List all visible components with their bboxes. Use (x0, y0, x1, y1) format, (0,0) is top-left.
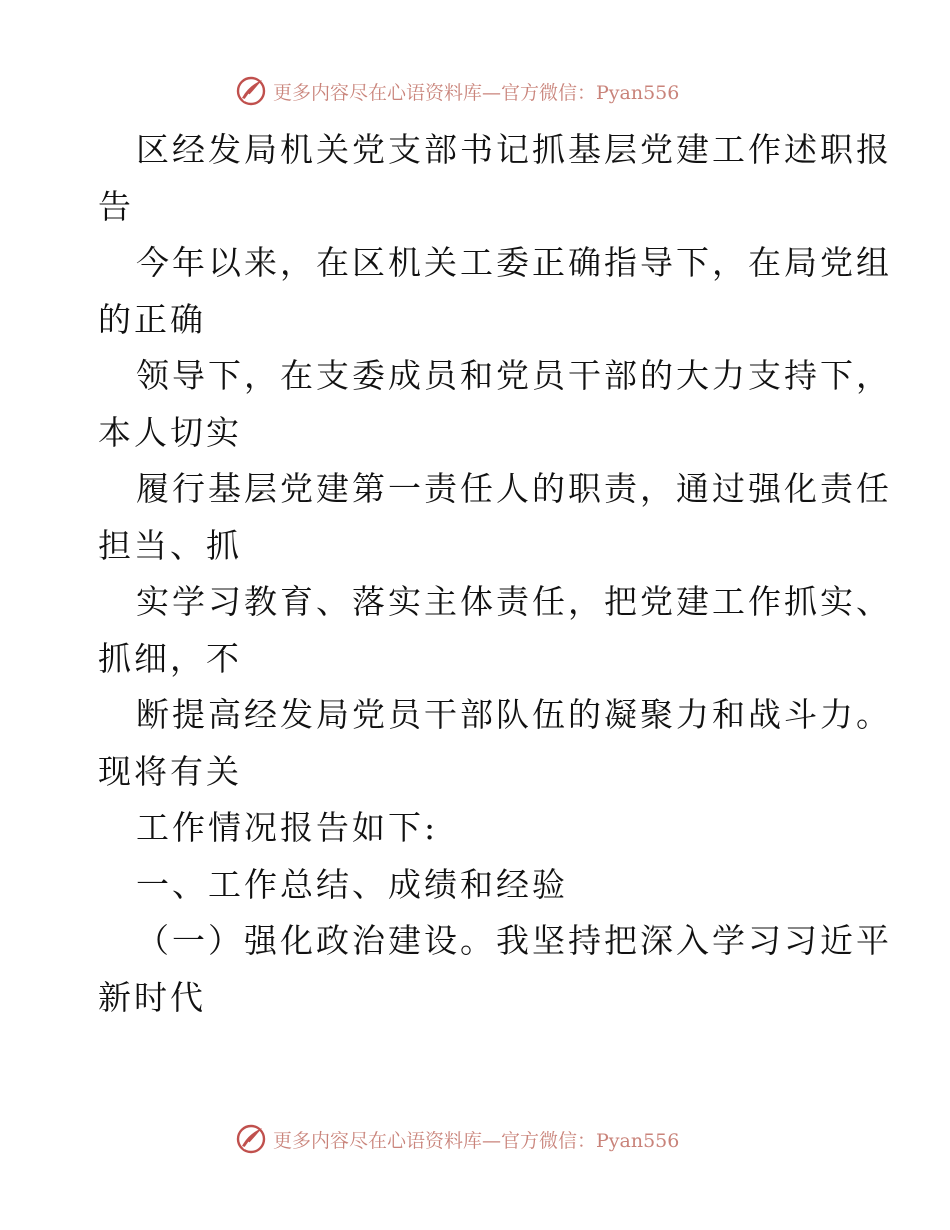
text-line: 担当、抓 (98, 525, 242, 565)
quill-logo-icon (235, 75, 267, 107)
text-line: 断提高经发局党员干部队伍的凝聚力和战斗力。 (136, 695, 892, 734)
text-line: 今年以来，在区机关工委正确指导下，在局党组 (136, 243, 892, 282)
text-line: 新时代 (98, 977, 206, 1017)
text-line: 工作情况报告如下: (136, 808, 439, 847)
text-line: 抓细，不 (98, 638, 242, 678)
watermark-text: 更多内容尽在心语资料库—官方微信：Pyan556 (273, 1129, 680, 1152)
watermark-header (235, 74, 715, 108)
text-line: 的正确 (98, 299, 206, 339)
quill-logo-icon (235, 1123, 267, 1155)
text-line: 实学习教育、落实主体责任，把党建工作抓实、 (136, 582, 892, 621)
text-line: 履行基层党建第一责任人的职责，通过强化责任 (136, 469, 892, 508)
text-line: 现将有关 (98, 751, 242, 791)
text-line: （一）强化政治建设。我坚持把深入学习习近平 (136, 921, 892, 960)
text-line: 区经发局机关党支部书记抓基层党建工作述职报 (136, 130, 892, 169)
text-line: 领导下，在支委成员和党员干部的大力支持下， (136, 356, 892, 395)
text-line: 一、工作总结、成绩和经验 (136, 864, 568, 904)
watermark-footer (235, 1122, 715, 1156)
watermark-text: 更多内容尽在心语资料库—官方微信：Pyan556 (273, 81, 680, 104)
text-line: 告 (98, 186, 134, 226)
document-body (98, 122, 892, 1026)
text-line: 本人切实 (98, 412, 242, 452)
